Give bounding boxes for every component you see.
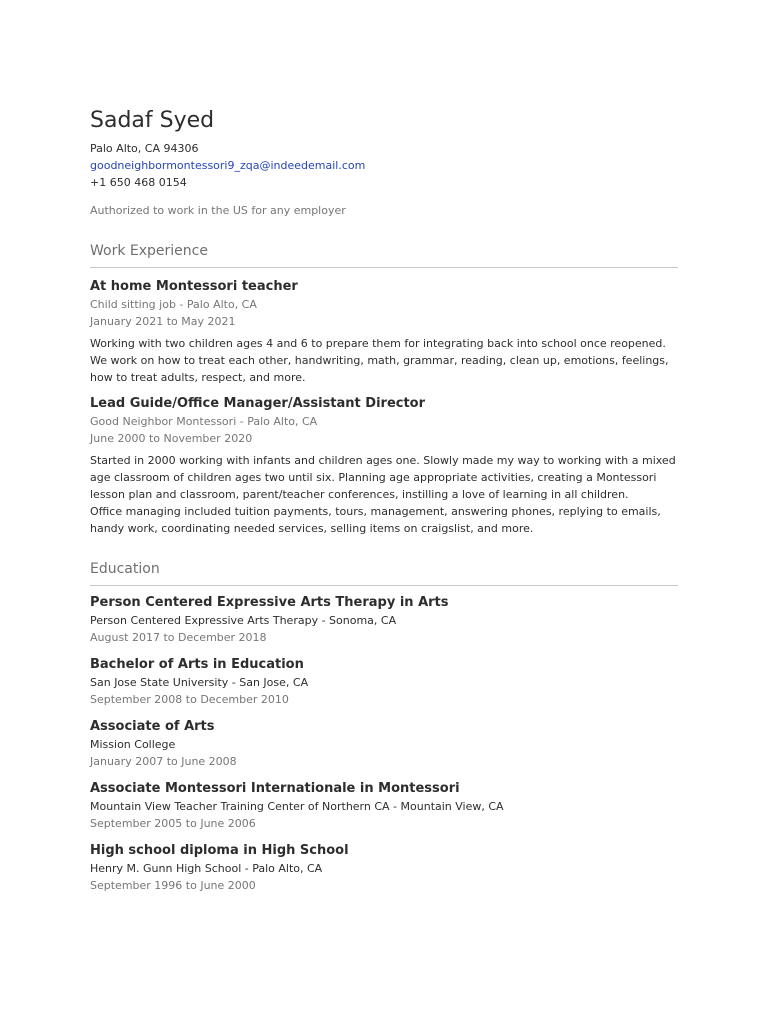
education-section — [90, 558, 678, 894]
education-dates: September 1996 to June 2000 — [90, 879, 256, 892]
education-entry — [90, 780, 678, 832]
work-authorization-text: Authorized to work in the US for any employer — [90, 204, 346, 217]
separator: - — [175, 298, 187, 311]
education-dates: January 2007 to June 2008 — [90, 755, 237, 768]
job-title: Lead Guide/Office Manager/Assistant Director — [90, 396, 426, 411]
school-name: Mission College — [90, 738, 176, 751]
email-link[interactable]: goodneighbormontessori9_zqa@indeedemail.com — [90, 159, 366, 172]
job-location: Palo Alto, CA — [186, 298, 257, 311]
school-name: Henry M. Gunn High School - Palo Alto, CA — [90, 862, 323, 875]
description-line: handy work, coordinating needed services, selling items on craigslist, and more. — [90, 522, 534, 535]
job-dates: June 2000 to November 2020 — [90, 432, 253, 445]
education-entry — [90, 718, 678, 770]
education-dates: September 2008 to December 2010 — [90, 693, 289, 706]
separator: - — [236, 415, 248, 428]
work-entry — [90, 395, 678, 537]
school-name: Person Centered Expressive Arts Therapy - Sonoma, CA — [90, 614, 397, 627]
education-heading: Education — [90, 558, 678, 586]
school-name: San Jose State University - San Jose, CA — [90, 676, 309, 689]
job-company-location — [90, 296, 678, 313]
degree-title: High school diploma in High School — [90, 843, 349, 858]
description-line: Started in 2000 working with infants and children ages one. Slowly made my way to working with a mixed — [90, 454, 676, 467]
degree-title: Associate Montessori Internationale in Montessori — [90, 781, 460, 796]
work-entry — [90, 278, 678, 386]
job-description — [90, 452, 678, 537]
degree-title: Associate of Arts — [90, 719, 215, 734]
description-line: We work on how to treat each other, handwriting, math, grammar, reading, clean up, emotions, feelings, — [90, 354, 669, 367]
education-entry — [90, 594, 678, 646]
job-company-location — [90, 413, 678, 430]
work-experience-section — [90, 240, 678, 537]
degree-title: Bachelor of Arts in Education — [90, 657, 304, 672]
education-entry — [90, 656, 678, 708]
description-line: Working with two children ages 4 and 6 to prepare them for integrating back into school once reopened. — [90, 337, 666, 350]
description-line: Office managing included tuition payments, tours, management, answering phones, replying to emails, — [90, 505, 661, 518]
job-title: At home Montessori teacher — [90, 279, 298, 294]
education-entry — [90, 842, 678, 894]
company-name: Good Neighbor Montessori — [90, 415, 237, 428]
phone-text: +1 650 468 0154 — [90, 176, 187, 189]
resume-page — [90, 106, 678, 894]
description-line: age classroom of children ages two until six. Planning age appropriate activities, creating a Montessori — [90, 471, 657, 484]
description-line: how to treat adults, respect, and more. — [90, 371, 306, 384]
degree-title: Person Centered Expressive Arts Therapy in Arts — [90, 595, 449, 610]
job-description — [90, 335, 678, 386]
work-experience-heading: Work Experience — [90, 240, 678, 268]
location-text: Palo Alto, CA 94306 — [90, 142, 199, 155]
education-dates: September 2005 to June 2006 — [90, 817, 256, 830]
job-location: Palo Alto, CA — [247, 415, 318, 428]
description-line: lesson plan and classroom, parent/teacher conferences, instilling a love of learning in all children. — [90, 488, 629, 501]
school-name: Mountain View Teacher Training Center of Northern CA - Mountain View, CA — [90, 800, 504, 813]
candidate-name: Sadaf Syed — [90, 108, 215, 133]
company-name: Child sitting job — [90, 298, 176, 311]
job-dates: January 2021 to May 2021 — [90, 315, 236, 328]
education-dates: August 2017 to December 2018 — [90, 631, 267, 644]
